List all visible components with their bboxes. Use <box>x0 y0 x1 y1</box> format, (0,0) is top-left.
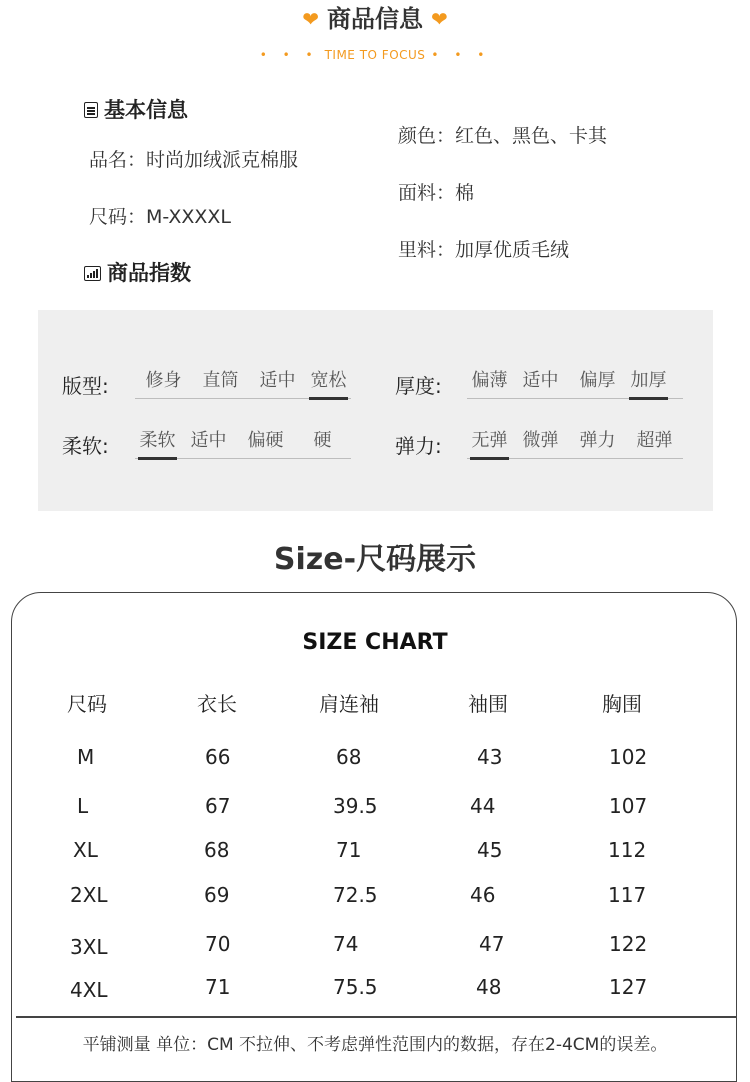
size-table-header: 尺码 <box>67 692 107 716</box>
index-option: 直筒 <box>202 370 239 391</box>
size-cell: 4XL <box>70 978 108 1002</box>
product-fabric-label: 面料： <box>398 182 456 204</box>
size-cell: 68 <box>204 838 230 862</box>
size-cell: 67 <box>205 794 231 818</box>
product-size-value: M-XXXXL <box>146 206 231 228</box>
decorative-dots: • • • <box>259 48 319 62</box>
heart-icon: ❤ <box>302 7 319 31</box>
product-name <box>89 146 298 174</box>
size-cell: 66 <box>205 745 231 769</box>
size-cell: 127 <box>609 975 648 999</box>
index-option-selected: 柔软 <box>135 428 180 458</box>
index-option: 偏薄 <box>471 370 508 391</box>
index-option-selected: 加厚 <box>626 368 671 398</box>
size-cell: 72.5 <box>333 883 378 907</box>
index-option-selected: 宽松 <box>306 368 351 398</box>
size-cell: 71 <box>336 838 362 862</box>
product-fabric-value: 棉 <box>455 182 475 204</box>
footnote-divider <box>16 1016 736 1018</box>
size-table-header: 衣长 <box>197 692 237 716</box>
basic-info-heading-text: 基本信息 <box>104 98 188 122</box>
size-cell: 112 <box>608 838 647 862</box>
size-cell: 43 <box>477 745 503 769</box>
product-lining-label: 里料： <box>398 239 456 261</box>
size-section-title: Size-尺码展示 <box>273 542 477 577</box>
size-cell: L <box>77 794 89 818</box>
size-cell: 69 <box>204 883 230 907</box>
size-cell: 47 <box>479 932 505 956</box>
size-cell: 46 <box>470 883 496 907</box>
size-cell: 45 <box>477 838 503 862</box>
product-lining-value: 加厚优质毛绒 <box>455 239 570 261</box>
size-cell: M <box>77 745 95 769</box>
size-cell: 107 <box>609 794 648 818</box>
index-option: 适中 <box>190 430 227 451</box>
index-label-fit: 版型: <box>62 374 109 398</box>
measurement-footnote: 平铺测量 单位：CM 不拉伸、不考虑弹性范围内的数据，存在2-4CM的误差。 <box>82 1035 668 1055</box>
size-cell: 102 <box>609 745 648 769</box>
product-lining <box>398 236 569 264</box>
index-label-softness: 柔软: <box>62 434 109 458</box>
size-cell: 71 <box>205 975 231 999</box>
index-option: 修身 <box>145 370 182 391</box>
heart-icon: ❤ <box>431 7 448 31</box>
product-index-heading-text: 商品指数 <box>107 261 191 285</box>
index-option: 适中 <box>522 370 559 391</box>
product-size <box>89 203 231 231</box>
size-chart-frame <box>11 592 737 1082</box>
section-title-text: 商品信息 <box>327 5 423 33</box>
index-options-thickness <box>467 368 683 399</box>
basic-info-heading <box>84 96 188 124</box>
index-option: 微弹 <box>522 430 559 451</box>
size-cell: 48 <box>476 975 502 999</box>
section-title <box>0 2 750 36</box>
size-table-header: 胸围 <box>602 692 642 716</box>
size-cell: 2XL <box>70 883 108 907</box>
size-cell: XL <box>73 838 98 862</box>
bar-chart-icon <box>84 266 101 281</box>
product-size-label: 尺码： <box>89 206 147 228</box>
size-table-header: 肩连袖 <box>319 692 379 716</box>
product-color <box>398 122 607 150</box>
size-cell: 75.5 <box>333 975 378 999</box>
index-option: 适中 <box>259 370 296 391</box>
product-fabric <box>398 179 474 207</box>
document-icon <box>84 102 98 118</box>
index-options-elasticity <box>467 428 683 459</box>
decorative-dots: • • • <box>431 48 491 62</box>
size-cell: 68 <box>336 745 362 769</box>
size-cell: 44 <box>470 794 496 818</box>
size-chart-title: SIZE CHART <box>302 630 448 655</box>
index-label-thickness: 厚度: <box>395 374 442 398</box>
subtitle-text: TIME TO FOCUS <box>324 48 426 62</box>
size-cell: 3XL <box>70 935 108 959</box>
index-option: 硬 <box>313 430 332 451</box>
size-cell: 39.5 <box>333 794 378 818</box>
size-cell: 117 <box>608 883 647 907</box>
index-option: 超弹 <box>636 430 673 451</box>
index-options-fit <box>135 368 351 399</box>
product-color-value: 红色、黑色、卡其 <box>455 125 608 147</box>
size-cell: 122 <box>609 932 648 956</box>
product-name-label: 品名： <box>89 149 147 171</box>
index-option: 弹力 <box>579 430 616 451</box>
product-index-panel <box>38 310 713 511</box>
index-label-elasticity: 弹力: <box>395 434 442 458</box>
index-option: 偏硬 <box>247 430 284 451</box>
section-subtitle <box>0 48 750 62</box>
index-option: 偏厚 <box>579 370 616 391</box>
index-options-softness <box>135 428 351 459</box>
product-name-value: 时尚加绒派克棉服 <box>146 149 299 171</box>
size-cell: 70 <box>205 932 231 956</box>
product-index-heading <box>84 259 191 287</box>
size-cell: 74 <box>333 932 359 956</box>
index-option-selected: 无弹 <box>467 428 512 458</box>
product-color-label: 颜色： <box>398 125 456 147</box>
size-table-header: 袖围 <box>468 692 508 716</box>
